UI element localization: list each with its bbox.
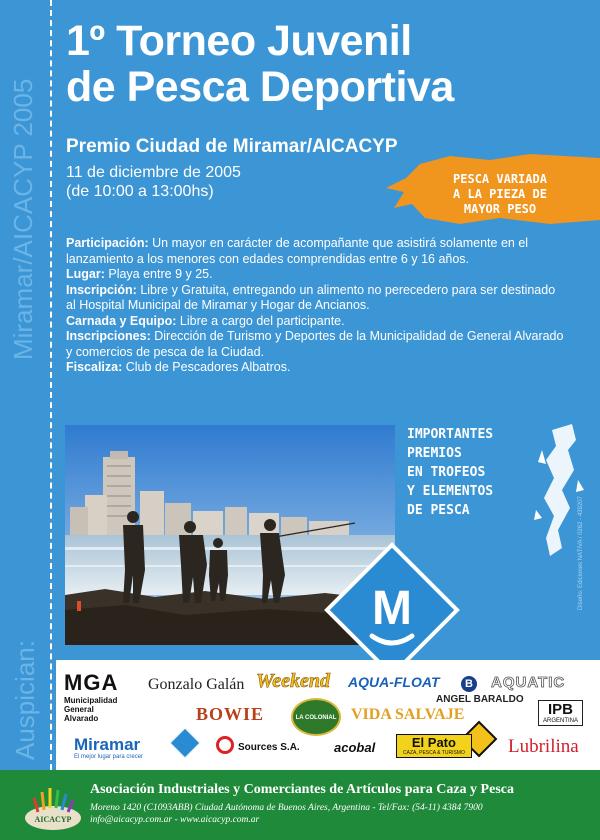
design-credit: Diseño: Ediciones NATIVA / 0262 - 439207 [578,496,584,610]
info-item [66,314,566,330]
info-text: Libre a cargo del participante. [176,313,345,328]
sponsor-sources-icon [216,736,234,754]
sponsor-b-icon: B [461,676,477,692]
info-text: Club de Pescadores Albatros. [122,360,291,374]
info-label: Inscripciones: [66,329,151,343]
sponsors-panel [56,660,600,770]
miramar-sub: El mejor lugar para crecer [74,754,144,760]
info-label: Carnada y Equipo: [66,313,177,328]
event-title [66,18,454,110]
sponsor-ipb [538,700,583,726]
banner-line-1: PESCA VARIADA [453,172,547,186]
sponsor-acobal: acobal [334,740,376,755]
event-info [66,236,566,376]
event-date [66,163,241,201]
info-label: Lugar: [66,267,105,281]
event-subtitle: Premio Ciudad de Miramar/AICACYP [66,136,398,157]
info-label: Fiscaliza: [66,360,123,374]
sponsor-mga [64,670,118,723]
mga-sub-1: Municipalidad [64,696,118,705]
sponsor-miramar [74,736,143,760]
info-item [66,329,566,360]
orange-banner [380,152,600,227]
sponsor-aqua-float: AQUA-FLOAT [348,674,440,690]
left-strip [0,0,52,770]
prizes-line-4: Y ELEMENTOS [407,484,494,499]
info-label: Inscripción: [66,282,137,297]
footer-association-name: Asociación Industriales y Comerciantes de Artículos para Caza y Pesca [90,782,514,797]
mga-sub-2: General [64,705,94,714]
info-item [66,360,566,376]
el-pato-logo: El Pato [411,735,456,750]
sponsor-bowie: BOWIE [196,704,265,724]
info-text: Dirección de Turismo y Deportes de la Municipalidad de General Alvarado y comercios de pesca de la Ciudad. [66,329,564,359]
auspician-label: Auspician: [10,640,40,760]
info-item [66,283,566,314]
sponsor-aquatic: AQUATIC [491,674,566,691]
sponsor-weekend: Weekend [256,670,331,692]
prizes-line-5: DE PESCA [407,503,470,518]
ipb-logo: IPB [548,701,574,718]
sponsor-gonzalo-galan: Gonzalo Galán [148,676,245,693]
info-item [66,267,566,283]
footer-address-line-1: Moreno 1420 (C1093ABB) Ciudad Autónoma de Buenos Aires, Argentina - Tel/Fax: (54-11) 4384 7900 [90,803,483,813]
footer-address [90,802,483,826]
sponsor-miramar-m-icon [169,727,200,758]
colonial-label: LA COLONIAL [295,715,337,721]
title-line-2: de Pesca Deportiva [66,63,454,111]
prizes-line-1: IMPORTANTES [407,427,494,442]
sponsor-el-pato [396,734,472,758]
footer-logo-text: AICACYP [34,815,72,824]
banner-line-2: A LA PIEZA DE [453,187,547,201]
info-label: Participación: [66,236,149,250]
sponsor-la-colonial [291,698,341,736]
sponsor-vida-salvaje: VIDA SALVAJE [351,706,465,723]
date-line-1: 11 de diciembre de 2005 [66,164,241,181]
title-line-1: 1º Torneo Juvenil [66,17,412,65]
mga-logo: MGA [64,670,119,695]
miramar-m-logo [322,540,462,680]
footer-address-line-2: info@aicacyp.com.ar - www.aicacyp.com.ar [90,815,260,825]
aicacyp-logo-icon [22,778,84,834]
sponsor-angel-baraldo: ANGEL BARALDO [436,694,524,705]
vertical-event-text: Miramar/AICACYP 2005 [8,78,38,360]
info-text: Libre y Gratuita, entregando un alimento no perecedero para ser destinado al Hospital Municipal de Miramar y Hogar de Ancianos. [66,282,556,312]
banner-line-3: MAYOR PESO [463,202,537,216]
sponsor-sources: Sources S.A. [238,742,300,753]
m-logo-icon [322,540,462,680]
sponsor-lubrilina: Lubrilina [508,736,579,757]
miramar-logo: Miramar [74,735,141,754]
info-item [66,236,566,267]
prizes-line-2: PREMIOS [407,446,462,461]
ipb-sub: ARGENTINA [543,718,579,724]
info-text: Un mayor en carácter de acompañante que asistirá solamente en el lanzamiento a los menores con edades comprendidas entre 6 y 16 años. [66,236,529,266]
mga-sub-3: Alvarado [64,714,99,723]
prizes-text [407,425,493,520]
footer [0,770,600,840]
date-line-2: (de 10:00 a 13:00hs) [66,183,214,200]
banner-text [410,172,590,217]
info-text: Playa entre 9 y 25. [104,267,213,281]
el-pato-sub: CAZA, PESCA & TURISMO [403,750,465,756]
prizes-line-3: EN TROFEOS [407,465,486,480]
m-logo-letter: M [372,582,412,635]
